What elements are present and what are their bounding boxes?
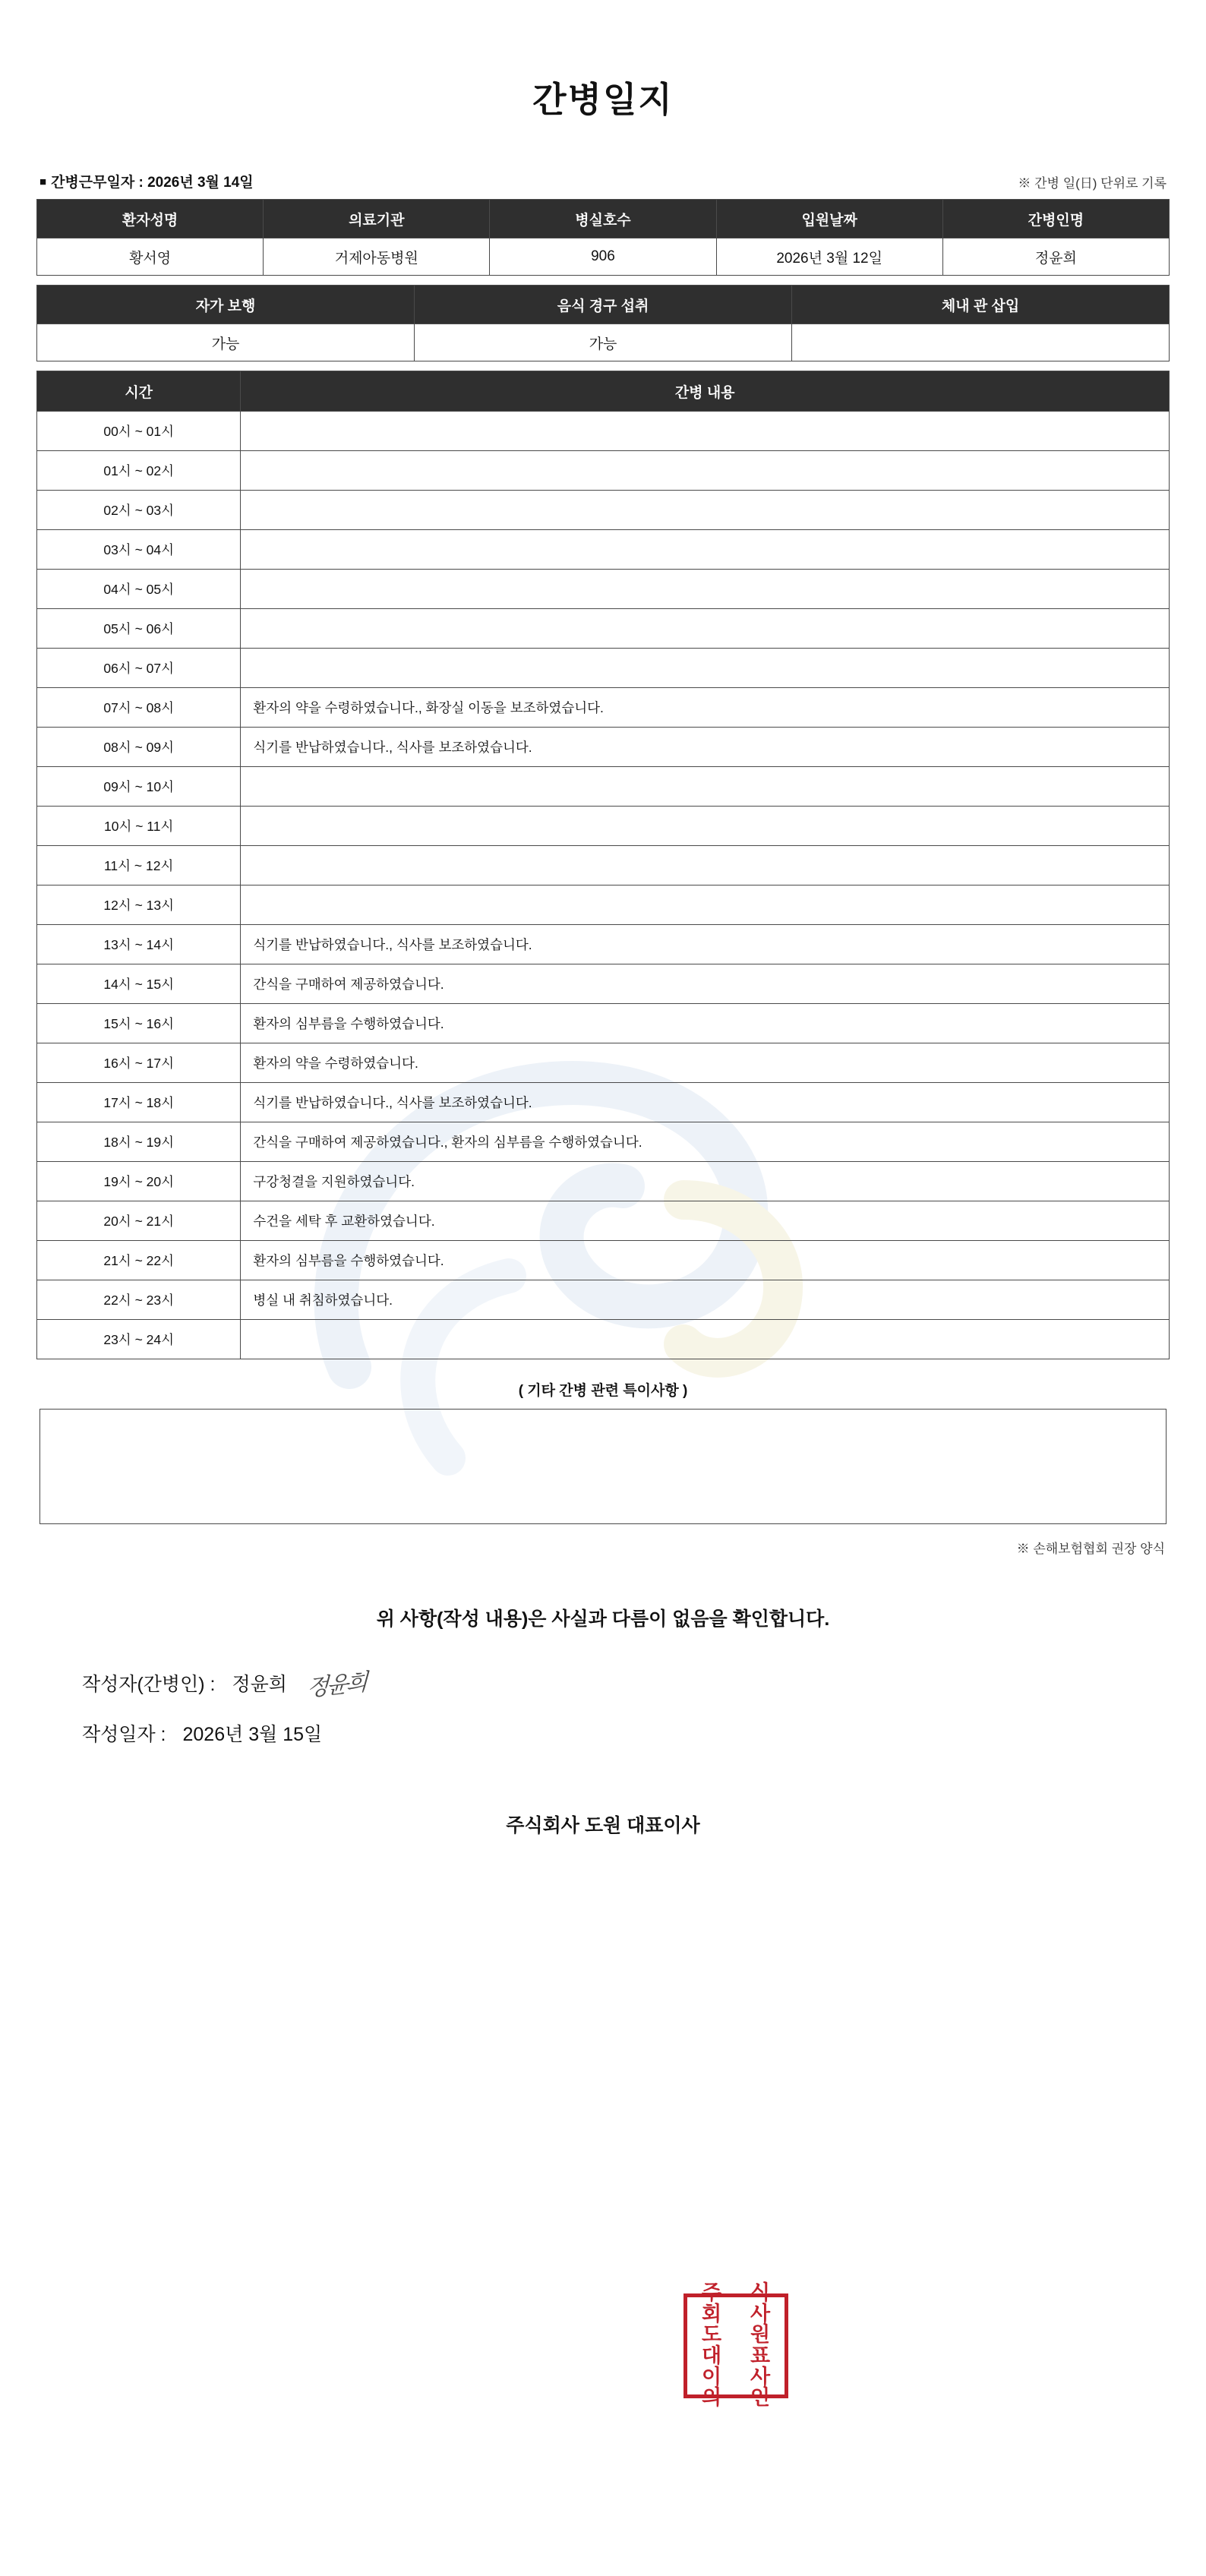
table-row — [37, 238, 1170, 276]
meta-row — [36, 171, 1170, 191]
table-row — [37, 925, 1170, 964]
table-header-row — [37, 371, 1170, 412]
cell-time: 22시 ~ 23시 — [37, 1280, 241, 1320]
header-tube-insertion: 체내 관 삽입 — [792, 286, 1170, 324]
care-log-table — [36, 371, 1170, 1359]
cell-time: 19시 ~ 20시 — [37, 1162, 241, 1201]
header-time: 시간 — [37, 371, 241, 412]
etc-section-title: ( 기타 간병 관련 특이사항 ) — [518, 1383, 688, 1399]
table-row — [37, 1320, 1170, 1359]
table-row — [37, 1280, 1170, 1320]
confirmation-statement: 위 사항(작성 내용)은 사실과 다름이 없음을 확인합니다. — [376, 1608, 830, 1630]
company-line: 주식회사 도원 대표이사 — [506, 1815, 700, 1836]
table-row — [37, 1004, 1170, 1043]
cell-note — [241, 530, 1170, 570]
table-row — [37, 1201, 1170, 1241]
cell-time: 23시 ~ 24시 — [37, 1320, 241, 1359]
stamp-char: 표 — [750, 2344, 771, 2368]
cell-time: 21시 ~ 22시 — [37, 1241, 241, 1280]
cell-time: 07시 ~ 08시 — [37, 688, 241, 728]
table-row — [37, 412, 1170, 451]
table-row — [37, 649, 1170, 688]
cell-time: 12시 ~ 13시 — [37, 886, 241, 925]
cell-time: 08시 ~ 09시 — [37, 728, 241, 767]
patient-info-table — [36, 199, 1170, 276]
cell-time: 01시 ~ 02시 — [37, 451, 241, 491]
table-row — [37, 964, 1170, 1004]
cell-note — [241, 491, 1170, 530]
page-title: 간병일지 — [532, 80, 674, 119]
table-row — [37, 530, 1170, 570]
writer-label: 작성자(간병인) : — [82, 1674, 216, 1695]
value-room-number: 906 — [490, 238, 716, 276]
cell-time: 02시 ~ 03시 — [37, 491, 241, 530]
table-row — [37, 324, 1170, 361]
cell-time: 04시 ~ 05시 — [37, 570, 241, 609]
cell-time: 10시 ~ 11시 — [37, 807, 241, 846]
table-row — [37, 570, 1170, 609]
cell-time: 09시 ~ 10시 — [37, 767, 241, 807]
cell-note: 수건을 세탁 후 교환하였습니다. — [241, 1201, 1170, 1241]
cell-time: 05시 ~ 06시 — [37, 609, 241, 649]
date-label: 작성일자 : — [82, 1724, 166, 1745]
cell-time: 17시 ~ 18시 — [37, 1083, 241, 1122]
header-oral-intake: 음식 경구 섭취 — [415, 286, 792, 324]
cell-time: 13시 ~ 14시 — [37, 925, 241, 964]
cell-note — [241, 570, 1170, 609]
table-row — [37, 1162, 1170, 1201]
cell-note: 구강청결을 지원하였습니다. — [241, 1162, 1170, 1201]
table-header-row — [37, 200, 1170, 238]
value-caregiver-name: 정윤희 — [942, 238, 1169, 276]
stamp-char: 대 — [701, 2344, 722, 2368]
stamp-char: 인 — [750, 2386, 771, 2410]
etc-notes-box[interactable] — [39, 1409, 1167, 1524]
cell-note — [241, 609, 1170, 649]
table-row — [37, 451, 1170, 491]
cell-note: 환자의 심부름을 수행하였습니다. — [241, 1004, 1170, 1043]
value-tube-insertion — [792, 324, 1170, 361]
table-row — [37, 807, 1170, 846]
cell-note — [241, 451, 1170, 491]
stamp-char: 의 — [701, 2386, 722, 2410]
stamp-char: 도 — [701, 2323, 722, 2347]
stamp-char: 식 — [750, 2281, 771, 2306]
cell-note: 식기를 반납하였습니다., 식사를 보조하였습니다. — [241, 728, 1170, 767]
cell-note: 환자의 약을 수령하였습니다. — [241, 1043, 1170, 1083]
condition-table — [36, 285, 1170, 361]
table-row — [37, 1043, 1170, 1083]
header-care-content: 간병 내용 — [241, 371, 1170, 412]
stamp-char: 원 — [750, 2323, 771, 2347]
stamp-char: 사 — [750, 2302, 771, 2326]
handwritten-signature: 정윤희 — [306, 1668, 367, 1703]
table-row — [37, 609, 1170, 649]
table-row — [37, 688, 1170, 728]
writer-name: 정윤희 — [232, 1674, 287, 1695]
cell-note: 간식을 구매하여 제공하였습니다. — [241, 964, 1170, 1004]
table-row — [37, 886, 1170, 925]
table-row — [37, 491, 1170, 530]
cell-time: 15시 ~ 16시 — [37, 1004, 241, 1043]
date-value: 2026년 3월 15일 — [182, 1724, 323, 1745]
cell-time: 20시 ~ 21시 — [37, 1201, 241, 1241]
header-self-walking: 자가 보행 — [37, 286, 415, 324]
cell-note — [241, 846, 1170, 886]
stamp-char: 주 — [701, 2281, 722, 2306]
value-self-walking: 가능 — [37, 324, 415, 361]
cell-time: 11시 ~ 12시 — [37, 846, 241, 886]
value-oral-intake: 가능 — [415, 324, 792, 361]
header-caregiver-name: 간병인명 — [942, 200, 1169, 238]
cell-note — [241, 649, 1170, 688]
stamp-char: 이 — [701, 2365, 722, 2389]
table-header-row — [37, 286, 1170, 324]
cell-time: 00시 ~ 01시 — [37, 412, 241, 451]
table-row — [37, 1083, 1170, 1122]
cell-note — [241, 412, 1170, 451]
cell-time: 16시 ~ 17시 — [37, 1043, 241, 1083]
work-date-label — [39, 171, 254, 191]
value-hospital: 거제아동병원 — [264, 238, 490, 276]
cell-time: 14시 ~ 15시 — [37, 964, 241, 1004]
date-line — [82, 1719, 1170, 1747]
cell-time: 03시 ~ 04시 — [37, 530, 241, 570]
work-date-text: 간병근무일자 : 2026년 3월 14일 — [51, 175, 254, 191]
cell-note — [241, 886, 1170, 925]
header-admission-date: 입원날짜 — [716, 200, 942, 238]
cell-note: 식기를 반납하였습니다., 식사를 보조하였습니다. — [241, 1083, 1170, 1122]
header-hospital: 의료기관 — [264, 200, 490, 238]
cell-note — [241, 767, 1170, 807]
company-seal-stamp — [684, 2281, 788, 2410]
stamp-char: 사 — [750, 2365, 771, 2389]
table-row — [37, 1122, 1170, 1162]
table-row — [37, 728, 1170, 767]
signature-block — [82, 1666, 1170, 1747]
header-patient-name: 환자성명 — [37, 200, 264, 238]
cell-note: 간식을 구매하여 제공하였습니다., 환자의 심부름을 수행하였습니다. — [241, 1122, 1170, 1162]
record-unit-note: ※ 간병 일(日) 단위로 기록 — [1018, 176, 1167, 191]
cell-note — [241, 1320, 1170, 1359]
value-admission-date: 2026년 3월 12일 — [716, 238, 942, 276]
header-room-number: 병실호수 — [490, 200, 716, 238]
cell-note: 식기를 반납하였습니다., 식사를 보조하였습니다. — [241, 925, 1170, 964]
association-note: ※ 손해보험협회 권장 양식 — [1016, 1542, 1165, 1556]
stamp-char: 회 — [701, 2302, 722, 2326]
value-patient-name: 황서영 — [37, 238, 264, 276]
table-row — [37, 846, 1170, 886]
cell-time: 06시 ~ 07시 — [37, 649, 241, 688]
writer-line — [82, 1666, 1170, 1703]
cell-note: 환자의 약을 수령하였습니다., 화장실 이동을 보조하였습니다. — [241, 688, 1170, 728]
cell-time: 18시 ~ 19시 — [37, 1122, 241, 1162]
cell-note: 환자의 심부름을 수행하였습니다. — [241, 1241, 1170, 1280]
table-row — [37, 1241, 1170, 1280]
cell-note: 병실 내 취침하였습니다. — [241, 1280, 1170, 1320]
cell-note — [241, 807, 1170, 846]
table-row — [37, 767, 1170, 807]
square-bullet-icon: ■ — [39, 175, 47, 188]
